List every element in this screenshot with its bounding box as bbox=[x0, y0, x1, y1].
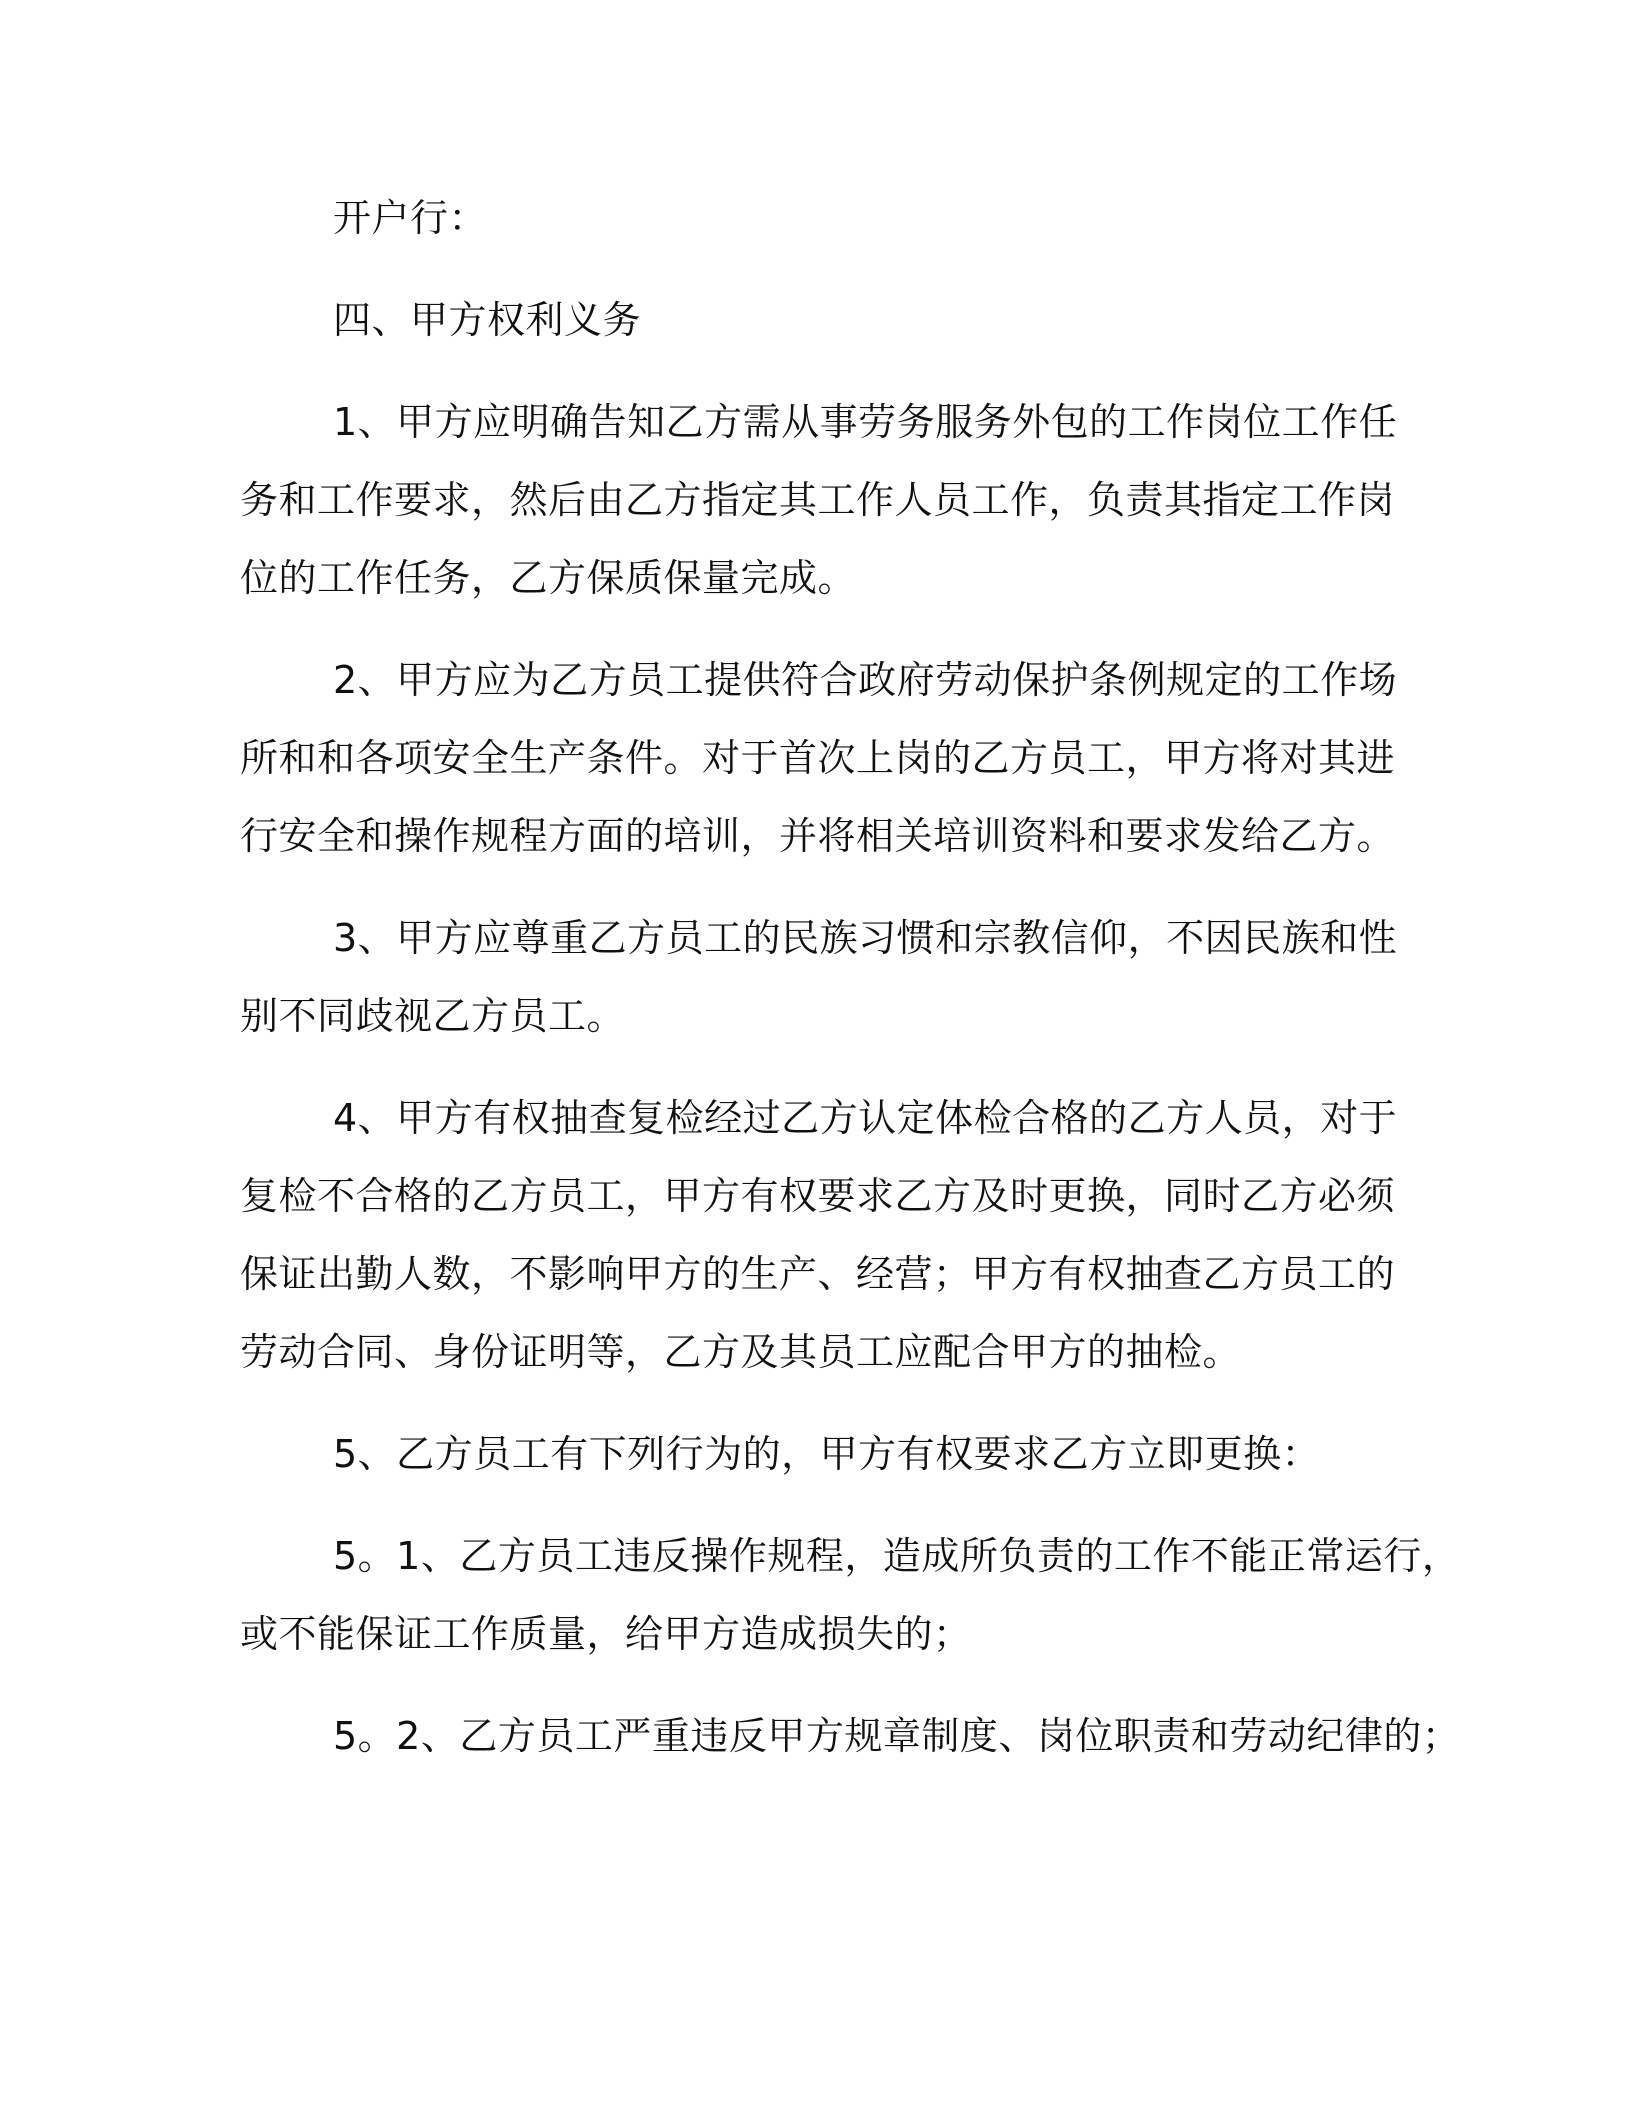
clause-5-1-line-1: 5。1、乙方员工违反操作规程，造成所负责的工作不能正常运行， bbox=[333, 1534, 1461, 1578]
clause-3-line-1: 3、甲方应尊重乙方员工的民族习惯和宗教信仰，不因民族和性 bbox=[333, 916, 1398, 960]
clause-4-line-2: 复检不合格的乙方员工，甲方有权要求乙方及时更换，同时乙方必须 bbox=[240, 1174, 1396, 1218]
clause-2-line-3: 行安全和操作规程方面的培训，并将相关培训资料和要求发给乙方。 bbox=[240, 814, 1396, 858]
bank-label: 开户行： bbox=[333, 196, 488, 240]
clause-3-line-2: 别不同歧视乙方员工。 bbox=[240, 994, 626, 1038]
clause-4-line-4: 劳动合同、身份证明等，乙方及其员工应配合甲方的抽检。 bbox=[240, 1330, 1242, 1374]
clause-2-line-1: 2、甲方应为乙方员工提供符合政府劳动保护条例规定的工作场 bbox=[333, 658, 1398, 702]
clause-4-line-3: 保证出勤人数，不影响甲方的生产、经营；甲方有权抽查乙方员工的 bbox=[240, 1252, 1396, 1296]
clause-1-line-1: 1、甲方应明确告知乙方需从事劳务服务外包的工作岗位工作任 bbox=[333, 400, 1398, 444]
clause-5-1-line-2: 或不能保证工作质量，给甲方造成损失的； bbox=[240, 1612, 972, 1656]
clause-4-line-1: 4、甲方有权抽查复检经过乙方认定体检合格的乙方人员，对于 bbox=[333, 1096, 1398, 1140]
clause-1-line-3: 位的工作任务，乙方保质保量完成。 bbox=[240, 556, 857, 600]
clause-5: 5、乙方员工有下列行为的，甲方有权要求乙方立即更换： bbox=[333, 1432, 1321, 1476]
clause-2-line-2: 所和和各项安全生产条件。对于首次上岗的乙方员工，甲方将对其进 bbox=[240, 736, 1396, 780]
section-heading: 四、甲方权利义务 bbox=[333, 298, 642, 342]
clause-5-2: 5。2、乙方员工严重违反甲方规章制度、岗位职责和劳动纪律的； bbox=[333, 1714, 1461, 1758]
clause-1-line-2: 务和工作要求，然后由乙方指定其工作人员工作，负责其指定工作岗 bbox=[240, 478, 1396, 522]
